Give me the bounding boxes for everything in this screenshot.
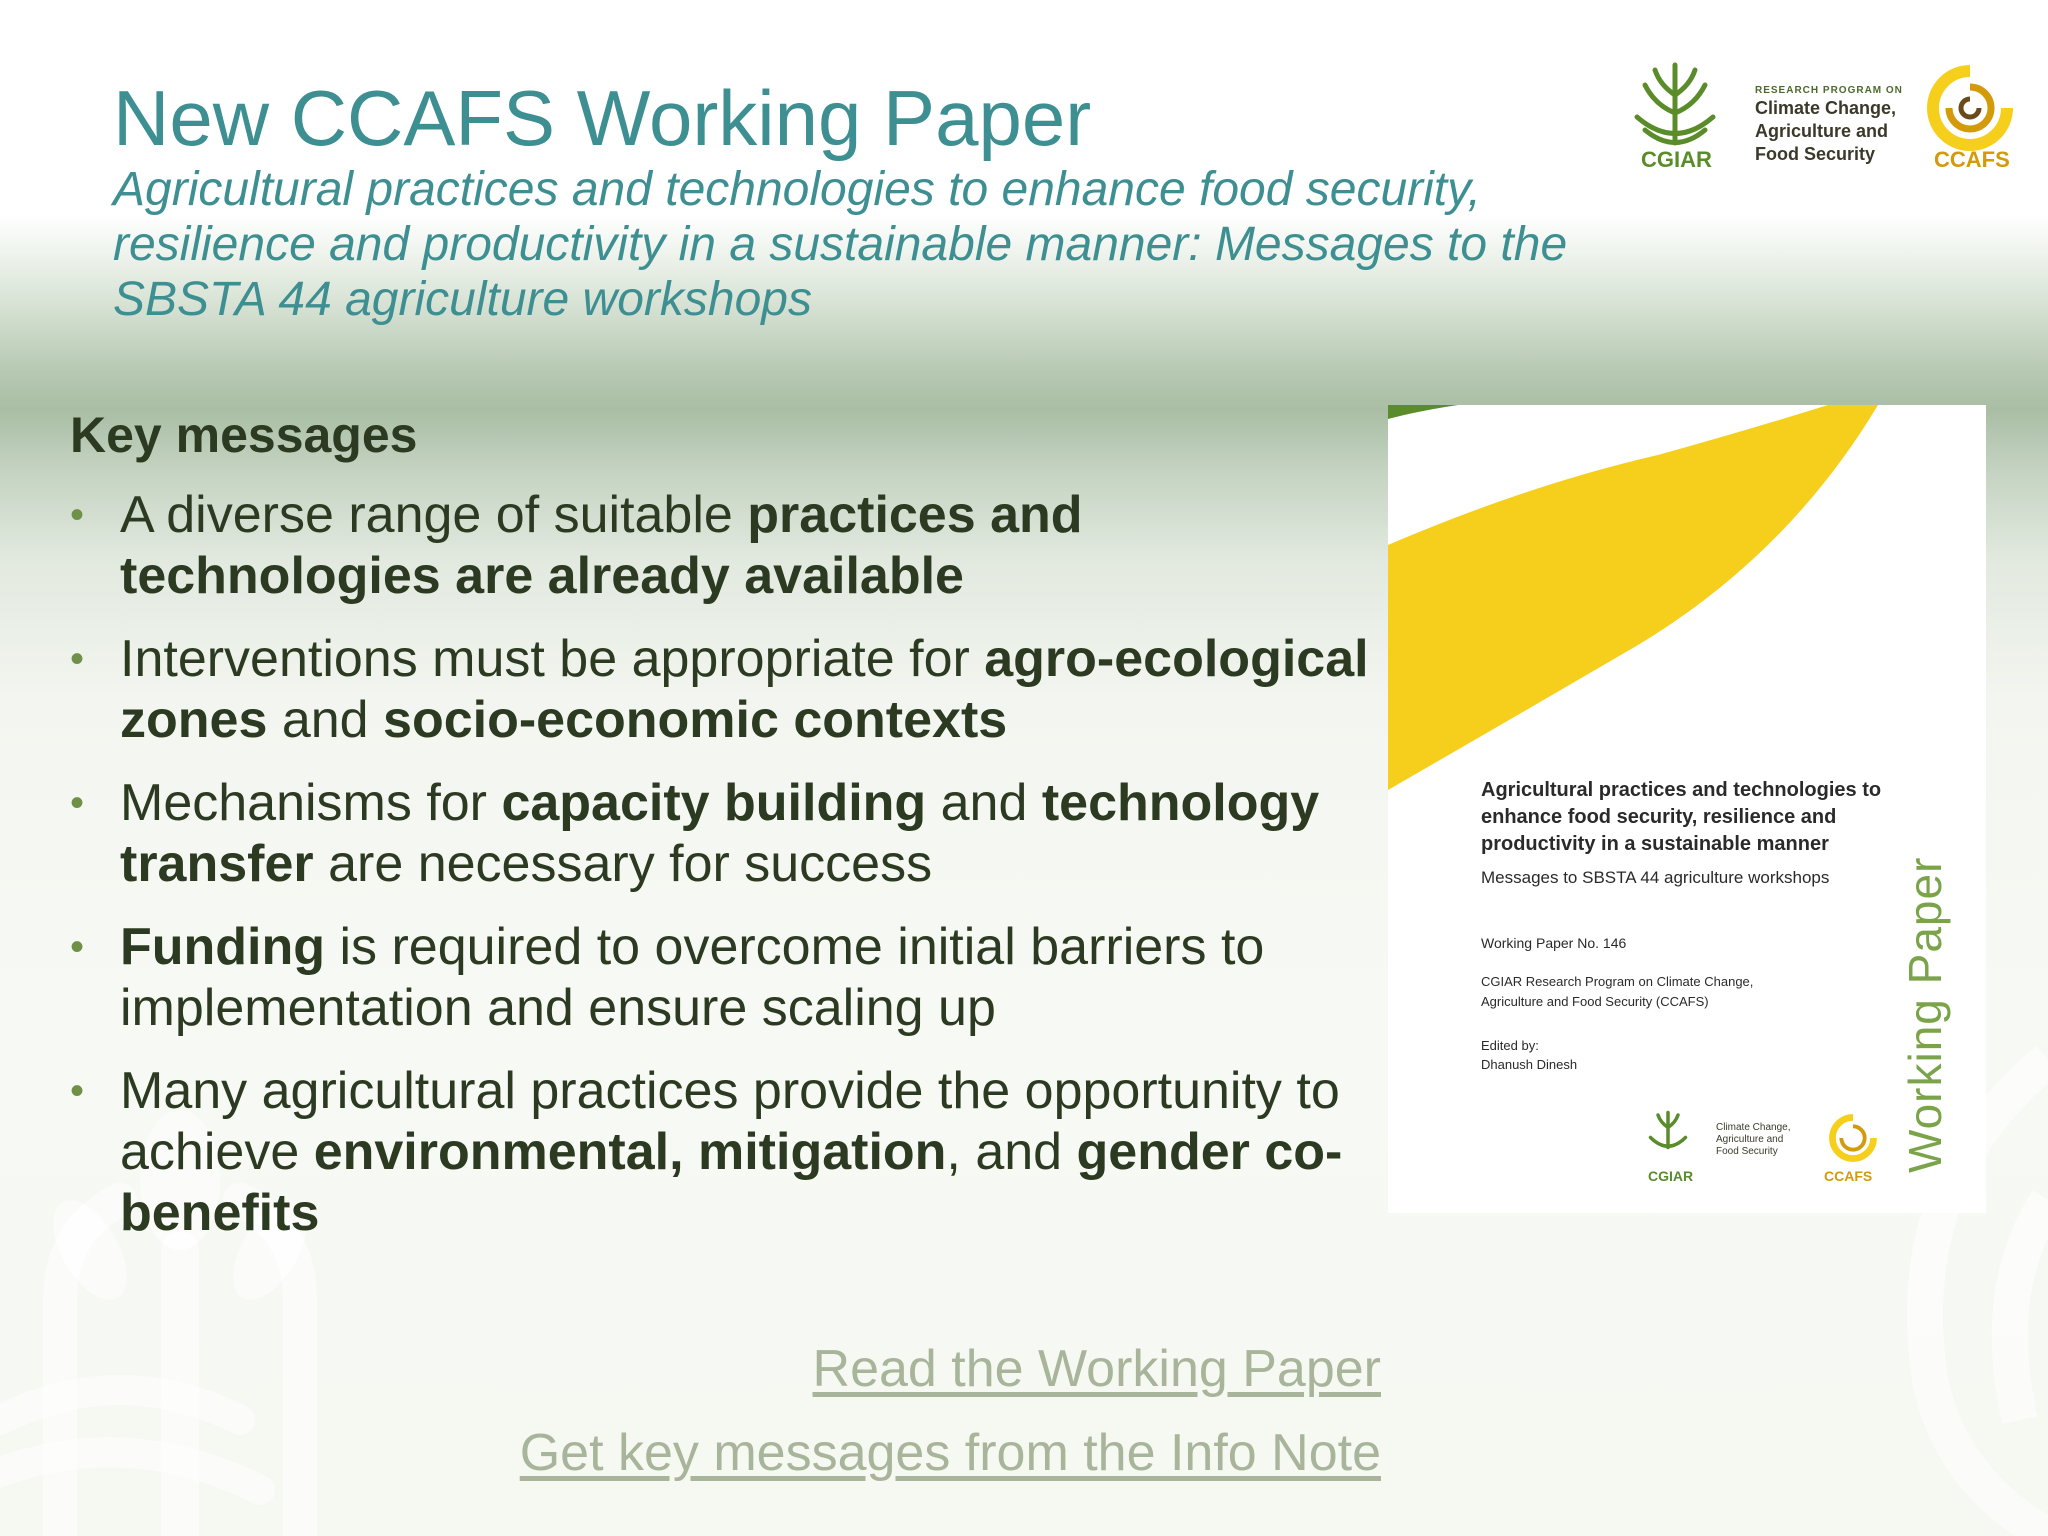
- message-text: Many agricultural practices provide the opportunity to achieve: [120, 1062, 1340, 1181]
- emphasis-text: technology transfer: [120, 774, 1320, 893]
- key-message-item: [70, 485, 1400, 607]
- message-text: Interventions must be appropriate for: [120, 630, 985, 688]
- cover-editor: Dhanush Dinesh: [1481, 1057, 1578, 1072]
- cover-cgiar-wordmark: CGIAR: [1648, 1168, 1694, 1184]
- info-note-link[interactable]: Get key messages from the Info Note: [519, 1424, 1381, 1482]
- working-paper-cover[interactable]: [1388, 405, 1986, 1213]
- page-subtitle: Agricultural practices and technologies to enhance food security, resilience and productivity in a sustainable manner: Messages to the SBSTA 44 agriculture workshops: [113, 163, 1568, 326]
- cover-paper-number: Working Paper No. 146: [1481, 935, 1627, 951]
- key-message-item: [70, 629, 1400, 751]
- key-messages-list: [70, 485, 1400, 1266]
- cover-ccafs-wordmark: CCAFS: [1824, 1168, 1873, 1184]
- bullet-dot-icon: •: [70, 493, 85, 537]
- key-message-item: [70, 773, 1400, 895]
- cover-yellow-arc-graphic: [1388, 405, 1986, 805]
- key-message-item: [70, 917, 1400, 1039]
- key-message-item: [70, 1061, 1400, 1244]
- ccafs-wordmark: CCAFS: [1934, 147, 2010, 172]
- cover-ccafs-swirl-icon: [1828, 1113, 1878, 1163]
- emphasis-text: gender co-benefits: [120, 1123, 1343, 1242]
- bullet-dot-icon: •: [70, 925, 85, 969]
- read-working-paper-link[interactable]: Read the Working Paper: [812, 1340, 1381, 1398]
- emphasis-text: capacity building: [501, 774, 927, 832]
- ccafs-swirl-icon: [1925, 63, 2015, 153]
- program-small-label: RESEARCH PROGRAM ON: [1755, 85, 1903, 96]
- message-text: A diverse range of suitable: [120, 486, 748, 544]
- emphasis-text: practices and technologies are already available: [120, 486, 1083, 605]
- cover-subtitle: Messages to SBSTA 44 agriculture workshops: [1481, 868, 1830, 887]
- cgiar-wordmark: CGIAR: [1641, 147, 1712, 172]
- key-messages-heading: Key messages: [70, 407, 418, 463]
- header-logos: [1625, 55, 2025, 185]
- bullet-dot-icon: •: [70, 637, 85, 681]
- cover-logos: [1643, 1110, 1883, 1200]
- program-name: [1755, 85, 1925, 166]
- message-text: is required to overcome initial barriers to implementation and ensure scaling up: [120, 918, 1265, 1037]
- cover-program: CGIAR Research Program on Climate Change, Agriculture and Food Security (CCAFS): [1481, 974, 1754, 1009]
- emphasis-text: agro-ecological zones: [120, 630, 1369, 749]
- message-text: Mechanisms for: [120, 774, 502, 832]
- bullet-dot-icon: •: [70, 1069, 85, 1113]
- cover-vertical-label: Working Paper: [1899, 856, 1951, 1173]
- message-text: and: [926, 774, 1042, 832]
- bullet-dot-icon: •: [70, 781, 85, 825]
- cover-cgiar-wheat-icon: [1643, 1110, 1693, 1160]
- emphasis-text: socio-economic contexts: [383, 691, 1008, 749]
- cover-edited-by-label: Edited by:: [1481, 1038, 1539, 1053]
- page-title: New CCAFS Working Paper: [113, 74, 1092, 162]
- message-text: and: [267, 691, 384, 749]
- message-text: , and: [946, 1123, 1077, 1181]
- emphasis-text: Funding: [120, 918, 326, 976]
- message-text: are necessary for success: [313, 835, 933, 893]
- cover-program-name: Climate Change, Agriculture and Food Security: [1716, 1122, 1791, 1157]
- emphasis-text: environmental, mitigation: [313, 1123, 947, 1181]
- program-full-name: Climate Change, Agriculture and Food Security: [1755, 98, 1897, 164]
- cover-title: Agricultural practices and technologies to enhance food security, resilience and productivity in a sustainable manner: [1481, 779, 1882, 855]
